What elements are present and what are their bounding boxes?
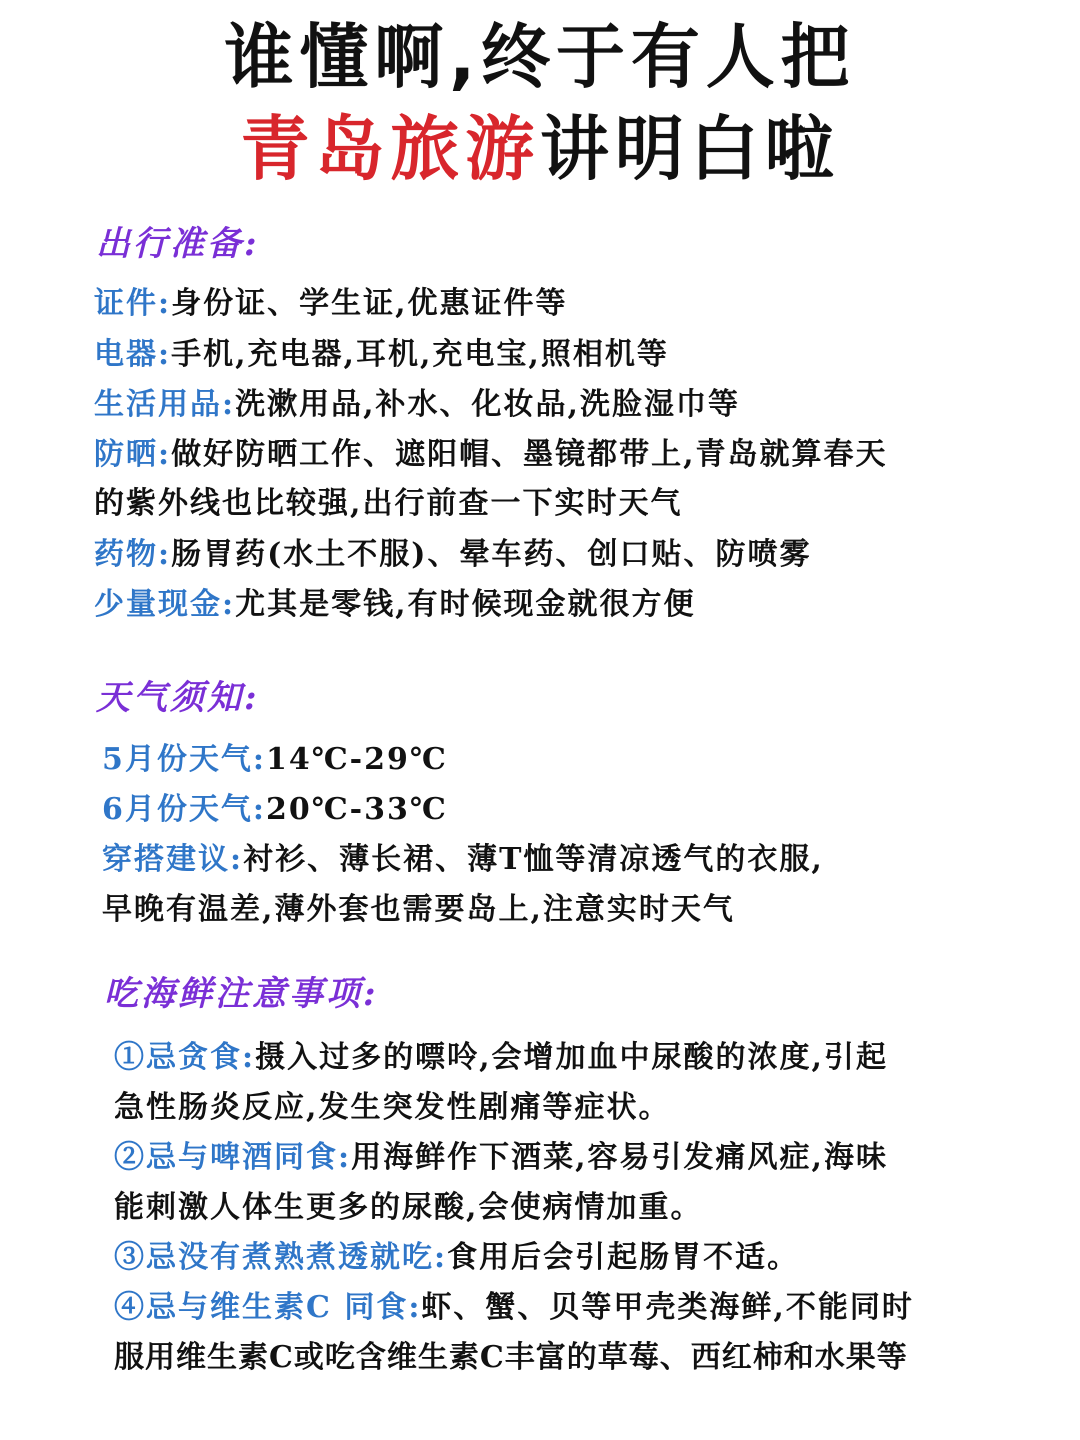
seafood-item-undercooked: [114, 1238, 799, 1278]
prep-item-label: 防晒:: [94, 437, 172, 472]
page-title-line-2: [8, 104, 1072, 194]
prep-item-text: 手机,充电器,耳机,充电宝,照相机等: [171, 337, 669, 372]
weather-item-label: 6月份天气:: [102, 792, 266, 827]
section-heading-weather: 天气须知:: [96, 678, 260, 718]
seafood-item-text: 能刺激人体生更多的尿酸,会使病情加重。: [114, 1190, 703, 1225]
weather-item-text: 衬衫、薄长裙、薄T恤等清凉透气的衣服,: [243, 842, 824, 877]
seafood-item-vitamin-c: [114, 1288, 914, 1328]
seafood-item-text: 用海鲜作下酒菜,容易引发痛风症,海味: [351, 1140, 888, 1175]
title-line1-text: 谁懂啊,终于有人把: [224, 16, 856, 98]
weather-item-outfit-cont: [102, 890, 735, 930]
prep-item-label: 药物:: [94, 537, 172, 572]
title-highlight-text: 青岛旅游: [240, 108, 540, 190]
prep-item-text: 做好防晒工作、遮阳帽、墨镜都带上,青岛就算春天: [171, 437, 888, 472]
prep-item-text: 洗漱用品,补水、化妆品,洗脸湿巾等: [235, 387, 740, 422]
seafood-item-label: ④忌与维生素C 同食:: [114, 1290, 422, 1325]
weather-item-text: 14℃-29℃: [265, 742, 448, 777]
prep-item-label: 少量现金:: [94, 587, 236, 622]
weather-item-label: 穿搭建议:: [102, 842, 244, 877]
prep-item-electronics: [94, 335, 669, 375]
seafood-item-overeating-cont: [114, 1088, 670, 1128]
weather-item-june: [102, 790, 448, 830]
seafood-item-label: ①忌贪食:: [114, 1040, 256, 1075]
seafood-item-text: 摄入过多的嘌呤,会增加血中尿酸的浓度,引起: [255, 1040, 888, 1075]
seafood-item-text: 食用后会引起肠胃不适。: [447, 1240, 800, 1275]
section-heading-seafood: 吃海鲜注意事项:: [104, 974, 379, 1014]
weather-item-label: 5月份天气:: [102, 742, 266, 777]
title-line2-text: 讲明白啦: [540, 108, 840, 190]
seafood-item-text: 虾、蟹、贝等甲壳类海鲜,不能同时: [421, 1290, 914, 1325]
prep-item-label: 电器:: [94, 337, 172, 372]
seafood-item-beer: [114, 1138, 888, 1178]
prep-item-label: 证件:: [94, 286, 172, 321]
seafood-item-text: 急性肠炎反应,发生突发性剧痛等症状。: [114, 1090, 671, 1125]
seafood-item-overeating: [114, 1038, 888, 1078]
seafood-item-beer-cont: [114, 1188, 702, 1228]
prep-item-sunscreen: [94, 435, 888, 475]
prep-item-text: 的紫外线也比较强,出行前查一下实时天气: [94, 486, 683, 521]
page-title-line-1: [8, 12, 1072, 102]
prep-item-medicine: [94, 535, 811, 575]
prep-item-label: 生活用品:: [94, 387, 236, 422]
section-heading-prep: 出行准备:: [96, 224, 260, 264]
weather-item-outfit: [102, 840, 824, 880]
prep-item-text: 身份证、学生证,优惠证件等: [171, 286, 568, 321]
prep-item-documents: [94, 284, 568, 324]
weather-item-text: 早晚有温差,薄外套也需要岛上,注意实时天气: [102, 892, 735, 927]
weather-item-text: 20℃-33℃: [265, 792, 448, 827]
prep-item-cash: [94, 585, 696, 625]
prep-item-toiletries: [94, 385, 740, 425]
prep-item-sunscreen-cont: [94, 484, 682, 524]
seafood-item-vitamin-c-cont: [114, 1338, 908, 1378]
prep-item-text: 尤其是零钱,有时候现金就很方便: [235, 587, 696, 622]
seafood-item-text: 服用维生素C或吃含维生素C丰富的草莓、西红柿和水果等: [114, 1340, 908, 1375]
seafood-item-label: ③忌没有煮熟煮透就吃:: [114, 1240, 448, 1275]
seafood-item-label: ②忌与啤酒同食:: [114, 1140, 352, 1175]
prep-item-text: 肠胃药(水土不服)、晕车药、创口贴、防喷雾: [171, 537, 812, 572]
weather-item-may: [102, 740, 448, 780]
